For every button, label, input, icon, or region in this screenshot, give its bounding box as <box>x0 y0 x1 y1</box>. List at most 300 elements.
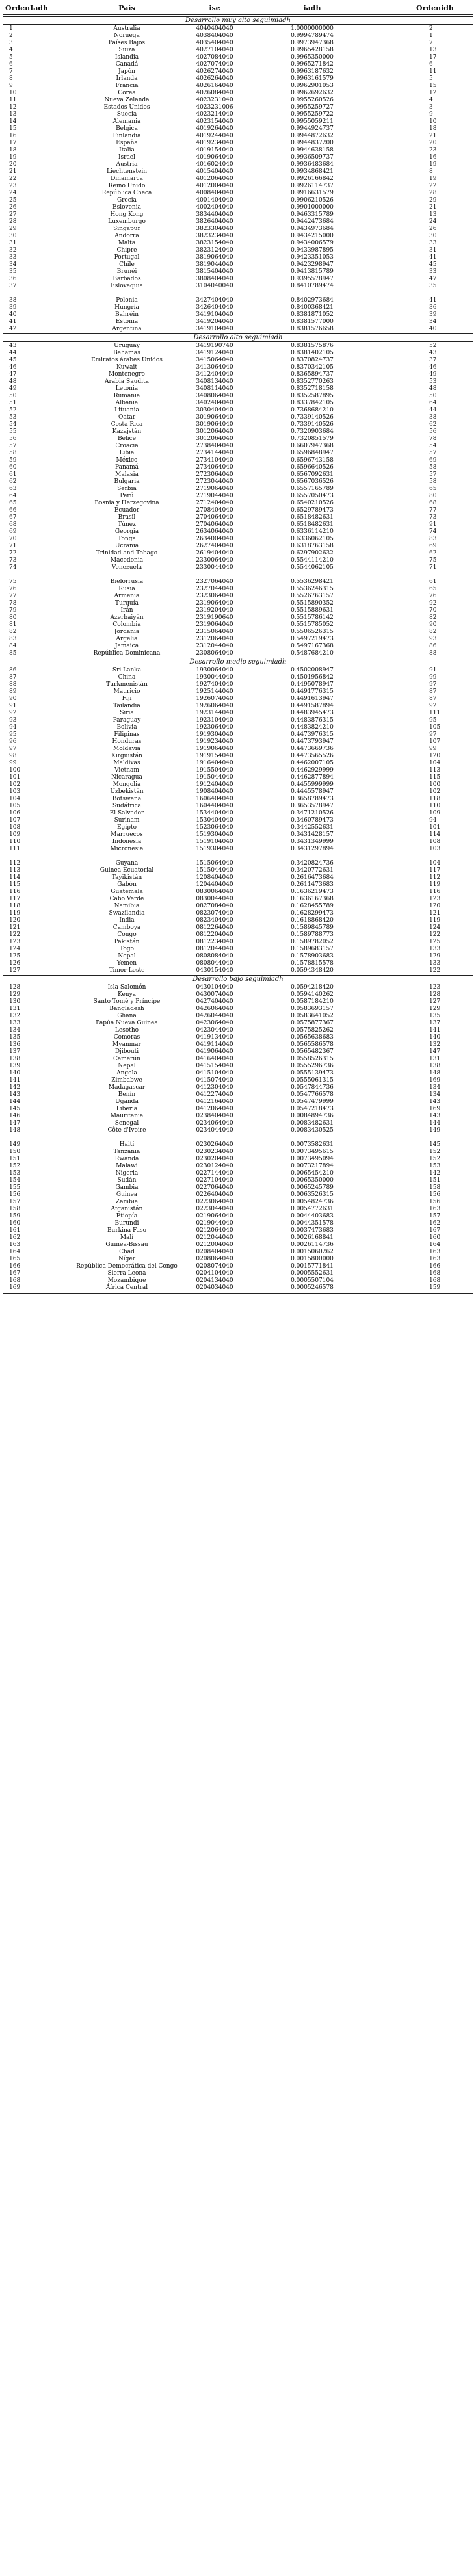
cell-ise: 4026084040 <box>196 90 233 96</box>
cell-iadh: 0.0083430525 <box>291 1127 334 1134</box>
cell-pais: Côte d'Ivoire <box>107 1127 146 1134</box>
cell-ise: 0812044040 <box>196 946 233 952</box>
cell-iadh: 0.9955260526 <box>291 97 334 103</box>
cell-pais: China <box>118 674 136 681</box>
cell-iadh: 0.0015060262 <box>291 1249 334 1255</box>
cell-pais: Tonga <box>118 536 136 542</box>
cell-ise: 4001404040 <box>196 197 233 203</box>
cell-ordidh: 61 <box>429 579 437 585</box>
cell-ise: 1919234040 <box>196 738 233 745</box>
cell-pais: Indonesia <box>112 839 142 845</box>
cell-iadh: 0.9434973684 <box>291 226 334 232</box>
cell-ordidh: 58 <box>429 478 437 485</box>
cell-pais: Ucrania <box>114 543 139 549</box>
cell-pais: Haití <box>119 1141 135 1148</box>
cell-ordidh: 152 <box>429 1156 441 1162</box>
cell-ord: 75 <box>9 579 17 585</box>
cell-ord: 70 <box>9 536 17 542</box>
cell-ordidh: 163 <box>429 1256 441 1262</box>
cell-pais: Afganistán <box>111 1206 143 1212</box>
cell-iadh: 0.0547844736 <box>291 1084 334 1091</box>
cell-ord: 106 <box>9 810 21 816</box>
cell-iadh: 0.5544114210 <box>291 557 334 564</box>
cell-pais: Israel <box>118 154 136 161</box>
cell-ise: 3419204040 <box>196 319 233 325</box>
cell-iadh: 0.9994789474 <box>291 33 334 39</box>
cell-ise: 4012064040 <box>196 176 233 182</box>
cell-ordidh: 22 <box>429 183 437 189</box>
header-rule <box>3 14 473 15</box>
cell-ordidh: 104 <box>429 760 441 766</box>
cell-iadh: 0.0065350000 <box>291 1177 334 1184</box>
cell-iadh: 0.1589788773 <box>291 931 334 938</box>
cell-pais: Chad <box>119 1249 135 1255</box>
cell-pais: Comoras <box>113 1034 140 1041</box>
cell-iadh: 0.0583641052 <box>291 1013 334 1019</box>
cell-ordidh: 115 <box>429 774 441 781</box>
cell-ordidh: 64 <box>429 400 437 406</box>
cell-pais: Kazajstán <box>112 428 142 435</box>
cell-ordidh: 92 <box>429 600 437 606</box>
cell-ordidh: 122 <box>429 967 441 974</box>
cell-ise: 2323064040 <box>196 593 233 599</box>
cell-ordidh: 54 <box>429 443 437 449</box>
cell-ise: 0412164040 <box>196 1099 233 1105</box>
cell-pais: Cabo Verde <box>109 896 144 902</box>
cell-iadh: 0.9434215000 <box>291 233 334 239</box>
cell-ordidh: 119 <box>429 881 441 888</box>
cell-iadh: 0.0073582631 <box>291 1141 334 1148</box>
cell-pais: Rusia <box>118 586 135 592</box>
cell-ord: 110 <box>9 839 21 845</box>
cell-ordidh: 62 <box>429 550 437 556</box>
cell-ise: 0423044040 <box>196 1027 233 1034</box>
cell-iadh: 1.0000000000 <box>291 25 334 32</box>
cell-ord: 112 <box>9 860 21 866</box>
cell-ord: 43 <box>9 343 17 349</box>
cell-iadh: 0.5526763157 <box>291 593 334 599</box>
cell-ordidh: 19 <box>429 176 437 182</box>
cell-iadh: 0.0005246578 <box>291 1284 334 1291</box>
cell-ordidh: 48 <box>429 385 437 392</box>
cell-ise: 1915504040 <box>196 767 233 774</box>
cell-pais: Mozambique <box>107 1277 146 1284</box>
cell-ord: 58 <box>9 450 17 456</box>
cell-ise: 0419134040 <box>196 1034 233 1041</box>
cell-iadh: 0.9965428158 <box>291 47 334 53</box>
cell-pais: Guyana <box>115 860 139 866</box>
cell-ordidh: 133 <box>429 946 441 952</box>
cell-ise: 1926074040 <box>196 696 233 702</box>
section-title: Desarrollo medio seguimiadh <box>189 658 287 666</box>
cell-iadh: 0.0083482631 <box>291 1120 334 1126</box>
cell-ise: 2708404040 <box>196 507 233 514</box>
header-iadh: iadh <box>303 4 321 12</box>
cell-ise: 4023154040 <box>196 118 233 125</box>
cell-ord: 120 <box>9 917 21 924</box>
cell-ord: 83 <box>9 636 17 642</box>
cell-ord: 20 <box>9 161 17 168</box>
cell-pais: Mauricio <box>113 688 140 695</box>
cell-ord: 155 <box>9 1184 21 1191</box>
cell-ise: 3413064040 <box>196 364 233 371</box>
cell-ord: 95 <box>9 731 17 738</box>
cell-ise: 1930064040 <box>196 667 233 673</box>
cell-ord: 124 <box>9 946 21 952</box>
cell-iadh: 0.9926166842 <box>291 176 334 182</box>
cell-ise: 0227104040 <box>196 1177 233 1184</box>
cell-ise: 1519304040 <box>196 831 233 838</box>
cell-ordidh: 52 <box>429 343 437 349</box>
cell-ordidh: 83 <box>429 536 437 542</box>
cell-pais: Mauritania <box>110 1113 144 1119</box>
cell-iadh: 0.8381577000 <box>291 319 334 325</box>
cell-ise: 4023214040 <box>196 111 233 118</box>
cell-ordidh: 58 <box>429 464 437 471</box>
cell-iadh: 0.9955059211 <box>291 118 334 125</box>
cell-ord: 144 <box>9 1099 21 1105</box>
cell-pais: Bosnia y Herzegovina <box>94 500 159 506</box>
cell-ordidh: 71 <box>429 564 437 571</box>
cell-ise: 2712404040 <box>196 500 233 506</box>
cell-ord: 7 <box>9 68 13 75</box>
cell-pais: Reino Unido <box>108 183 146 189</box>
cell-ise: 0430104040 <box>196 984 233 991</box>
cell-ise: 3823304040 <box>196 226 233 232</box>
cell-pais: Nueva Zelanda <box>104 97 150 103</box>
cell-iadh: 0.0558526315 <box>291 1056 334 1062</box>
cell-ise: 0230204040 <box>196 1156 233 1162</box>
cell-ord: 130 <box>9 998 21 1005</box>
cell-ord: 74 <box>9 564 17 571</box>
cell-pais: Belice <box>117 436 137 442</box>
cell-pais: Irlanda <box>116 75 138 82</box>
cell-iadh: 0.5487684210 <box>291 650 334 657</box>
cell-ord: 18 <box>9 147 17 153</box>
cell-iadh: 0.5544062105 <box>291 564 334 571</box>
cell-ise: 3408064040 <box>196 393 233 399</box>
cell-ord: 37 <box>9 283 17 289</box>
cell-ordidh: 21 <box>429 204 437 211</box>
cell-ord: 63 <box>9 486 17 492</box>
cell-iadh: 0.0565482367 <box>291 1048 334 1055</box>
cell-ordidh: 16 <box>429 154 437 161</box>
cell-ordidh: 30 <box>429 233 437 239</box>
cell-iadh: 0.7339140526 <box>291 414 334 421</box>
cell-iadh: 0.3420772631 <box>291 867 334 874</box>
cell-ord: 61 <box>9 471 17 478</box>
cell-ord: 86 <box>9 667 17 673</box>
cell-iadh: 0.9433987895 <box>291 247 334 254</box>
cell-ordidh: 13 <box>429 211 437 218</box>
cell-ise: 3415064040 <box>196 357 233 363</box>
cell-iadh: 0.3431297894 <box>291 846 334 852</box>
cell-ordidh: 87 <box>429 696 437 702</box>
cell-iadh: 0.1636167368 <box>291 896 334 902</box>
cell-iadh: 0.9962901053 <box>291 83 334 89</box>
cell-ise: 0227064040 <box>196 1184 233 1191</box>
cell-ordidh: 128 <box>429 991 441 998</box>
cell-iadh: 0.4483824210 <box>291 724 334 731</box>
cell-pais: Colombia <box>112 621 141 628</box>
cell-ise: 1916404040 <box>196 760 233 766</box>
cell-iadh: 0.8402973684 <box>291 297 334 304</box>
cell-ord: 57 <box>9 443 17 449</box>
cell-ordidh: 44 <box>429 407 437 413</box>
cell-ordidh: 97 <box>429 681 437 688</box>
cell-ise: 0212044040 <box>196 1234 233 1241</box>
cell-ord: 159 <box>9 1213 21 1219</box>
cell-ord: 8 <box>9 75 13 82</box>
cell-ordidh: 137 <box>429 1020 441 1026</box>
cell-pais: Siria <box>120 710 134 716</box>
cell-ord: 29 <box>9 226 17 232</box>
cell-ord: 102 <box>9 781 21 788</box>
cell-iadh: 0.9423351053 <box>291 254 334 261</box>
cell-iadh: 0.3420824736 <box>291 860 334 866</box>
cell-ise: 2330044040 <box>196 564 233 571</box>
cell-ord: 132 <box>9 1013 21 1019</box>
cell-iadh: 0.0065454210 <box>291 1170 334 1177</box>
cell-iadh: 0.0565638683 <box>291 1034 334 1041</box>
cell-ordidh: 168 <box>429 1277 441 1284</box>
cell-iadh: 0.9463315789 <box>291 211 334 218</box>
cell-ordidh: 116 <box>429 889 441 895</box>
cell-ord: 24 <box>9 190 17 196</box>
section-rule-bottom <box>3 341 473 342</box>
cell-ordidh: 40 <box>429 326 437 332</box>
cell-ise: 4038404040 <box>196 33 233 39</box>
cell-ordidh: 47 <box>429 276 437 282</box>
cell-ise: 1208404040 <box>196 874 233 881</box>
cell-ord: 151 <box>9 1156 21 1162</box>
cell-iadh: 0.5515890352 <box>291 600 334 606</box>
cell-pais: Armenia <box>114 593 140 599</box>
cell-pais: Bélgica <box>116 125 138 132</box>
cell-ise: 2619404040 <box>196 550 233 556</box>
cell-ord: 145 <box>9 1106 21 1112</box>
cell-pais: Burkina Faso <box>107 1227 147 1234</box>
cell-iadh: 0.9901000000 <box>291 204 334 211</box>
cell-ord: 54 <box>9 421 17 428</box>
cell-ord: 81 <box>9 621 17 628</box>
cell-ord: 115 <box>9 881 21 888</box>
cell-ord: 143 <box>9 1091 21 1098</box>
cell-ord: 149 <box>9 1141 21 1148</box>
cell-ordidh: 143 <box>429 1099 441 1105</box>
cell-ise: 0238404040 <box>196 1113 233 1119</box>
cell-pais: Singapur <box>113 226 140 232</box>
cell-ise: 3019064040 <box>196 421 233 428</box>
cell-iadh: 0.0015771841 <box>291 1263 334 1269</box>
cell-ordidh: 28 <box>429 190 437 196</box>
cell-ise: 1606404040 <box>196 796 233 802</box>
cell-iadh: 0.0005507104 <box>291 1277 334 1284</box>
cell-pais: Camerún <box>112 1056 140 1062</box>
cell-ise: 0823074040 <box>196 910 233 917</box>
section-title: Desarrollo bajo seguimiadh <box>192 976 284 983</box>
cell-iadh: 0.9434006579 <box>291 240 334 246</box>
cell-ise: 4035404040 <box>196 40 233 46</box>
cell-iadh: 0.1628455789 <box>291 903 334 909</box>
cell-ordidh: 103 <box>429 846 441 852</box>
cell-ordidh: 90 <box>429 621 437 628</box>
cell-pais: Mongolia <box>112 781 141 788</box>
cell-ordidh: 119 <box>429 917 441 924</box>
cell-iadh: 0.6529789473 <box>291 507 334 514</box>
cell-ise: 2319064040 <box>196 600 233 606</box>
cell-ord: 55 <box>9 428 17 435</box>
cell-ord: 164 <box>9 1249 21 1255</box>
cell-pais: Sri Lanka <box>112 667 142 673</box>
cell-pais: Papúa Nueva Guinea <box>96 1020 158 1026</box>
cell-ise: 1919064040 <box>196 746 233 752</box>
cell-pais: Polonia <box>116 297 138 304</box>
cell-ordidh: 41 <box>429 297 437 304</box>
cell-pais: Islandia <box>114 54 139 60</box>
cell-pais: Barbados <box>112 276 141 282</box>
cell-ise: 1515064040 <box>196 860 233 866</box>
cell-pais: República Checa <box>101 190 152 196</box>
cell-pais: Lesotho <box>114 1027 139 1034</box>
cell-pais: África Central <box>105 1284 148 1291</box>
cell-pais: Macedonia <box>110 557 144 564</box>
cell-ord: 72 <box>9 550 17 556</box>
cell-ise: 0427404040 <box>196 998 233 1005</box>
cell-pais: Italia <box>119 147 135 153</box>
cell-pais: Paraguay <box>112 717 141 723</box>
bottom-rule <box>3 1293 473 1294</box>
cell-iadh: 0.9934868421 <box>291 168 334 175</box>
cell-ise: 2734064040 <box>196 464 233 471</box>
cell-ordidh: 10 <box>429 118 437 125</box>
cell-iadh: 0.8370824737 <box>291 357 334 363</box>
cell-ord: 161 <box>9 1227 21 1234</box>
cell-ise: 0412064040 <box>196 1106 233 1112</box>
cell-pais: Croacia <box>115 443 139 449</box>
cell-pais: Bahréin <box>114 311 139 318</box>
cell-pais: España <box>116 140 138 146</box>
cell-pais: Serbia <box>117 486 137 492</box>
cell-ordidh: 53 <box>429 378 437 385</box>
cell-iadh: 0.0054824736 <box>291 1199 334 1205</box>
cell-pais: Argelia <box>116 636 138 642</box>
cell-pais: Alemania <box>112 118 141 125</box>
cell-pais: Tayikistán <box>111 874 142 881</box>
cell-pais: Argentina <box>112 326 142 332</box>
cell-ordidh: 34 <box>429 319 437 325</box>
cell-iadh: 0.1618868420 <box>291 917 334 924</box>
cell-ord: 137 <box>9 1048 21 1055</box>
cell-ord: 44 <box>9 350 17 356</box>
cell-pais: Portugal <box>114 254 140 261</box>
cell-ise: 0812204040 <box>196 931 233 938</box>
cell-ise: 0223064040 <box>196 1199 233 1205</box>
cell-ordidh: 163 <box>429 1249 441 1255</box>
cell-ordidh: 33 <box>429 240 437 246</box>
cell-ord: 136 <box>9 1041 21 1048</box>
cell-ordidh: 135 <box>429 1013 441 1019</box>
cell-ord: 12 <box>9 104 17 111</box>
cell-ise: 4040404040 <box>196 25 233 32</box>
cell-ordidh: 62 <box>429 421 437 428</box>
cell-ord: 142 <box>9 1084 21 1091</box>
cell-pais: Estados Unidos <box>103 104 150 111</box>
cell-ise: 3412404040 <box>196 371 233 378</box>
cell-iadh: 0.6540210526 <box>291 500 334 506</box>
cell-ise: 1926064040 <box>196 703 233 709</box>
cell-ise: 0230124040 <box>196 1163 233 1169</box>
cell-iadh: 0.4473976315 <box>291 731 334 738</box>
cell-ordidh: 56 <box>429 428 437 435</box>
cell-pais: Chile <box>119 261 135 268</box>
cell-pais: Brasil <box>118 514 136 521</box>
cell-ordidh: 82 <box>429 614 437 621</box>
cell-pais: Togo <box>120 946 134 952</box>
cell-ise: 2719064040 <box>196 486 233 492</box>
cell-ise: 3819044040 <box>196 261 233 268</box>
cell-ord: 169 <box>9 1284 21 1291</box>
cell-ord: 17 <box>9 140 17 146</box>
cell-ord: 114 <box>9 874 21 881</box>
cell-ise: 0808044040 <box>196 960 233 967</box>
cell-ise: 4027084040 <box>196 54 233 60</box>
cell-ise: 0419064040 <box>196 1048 233 1055</box>
cell-pais: Suecia <box>116 111 137 118</box>
cell-pais: Gabón <box>117 881 137 888</box>
cell-iadh: 0.0575877367 <box>291 1020 334 1026</box>
cell-iadh: 0.8400368421 <box>291 304 334 311</box>
cell-iadh: 0.6518482631 <box>291 514 334 521</box>
cell-pais: Austria <box>116 161 138 168</box>
cell-ordidh: 86 <box>429 643 437 649</box>
cell-ord: 79 <box>9 607 17 614</box>
cell-iadh: 0.0065245789 <box>291 1184 334 1191</box>
cell-ord: 10 <box>9 90 17 96</box>
cell-ord: 121 <box>9 924 21 931</box>
cell-pais: Libia <box>119 450 135 456</box>
header-orden-iadh: OrdenIadh <box>5 4 49 12</box>
cell-iadh: 0.9906210526 <box>291 197 334 203</box>
cell-ordidh: 50 <box>429 393 437 399</box>
cell-iadh: 0.0044351578 <box>291 1220 334 1227</box>
cell-ord: 163 <box>9 1242 21 1248</box>
cell-ordidh: 45 <box>429 261 437 268</box>
cell-pais: Liechtenstein <box>107 168 147 175</box>
cell-pais: Turquía <box>115 600 139 606</box>
cell-ord: 13 <box>9 111 17 118</box>
cell-ordidh: 41 <box>429 254 437 261</box>
cell-ise: 0426044040 <box>196 1013 233 1019</box>
cell-iadh: 0.3653578947 <box>291 803 334 809</box>
cell-ord: 4 <box>9 47 13 53</box>
cell-iadh: 0.0547766578 <box>291 1091 334 1098</box>
cell-ord: 15 <box>9 125 17 132</box>
cell-iadh: 0.6336114210 <box>291 528 334 535</box>
cell-ordidh: 166 <box>429 1263 441 1269</box>
cell-iadh: 0.9962692632 <box>291 90 334 96</box>
cell-ord: 41 <box>9 319 17 325</box>
cell-iadh: 0.4483876315 <box>291 717 334 723</box>
cell-iadh: 0.0026114736 <box>291 1242 334 1248</box>
cell-pais: Canadá <box>115 61 139 68</box>
cell-ise: 3823234040 <box>196 233 233 239</box>
cell-iadh: 0.5506526315 <box>291 629 334 635</box>
cell-pais: Micronesia <box>110 846 144 852</box>
cell-ise: 4023231006 <box>196 104 233 111</box>
cell-pais: Honduras <box>112 738 142 745</box>
cell-ord: 118 <box>9 903 21 909</box>
